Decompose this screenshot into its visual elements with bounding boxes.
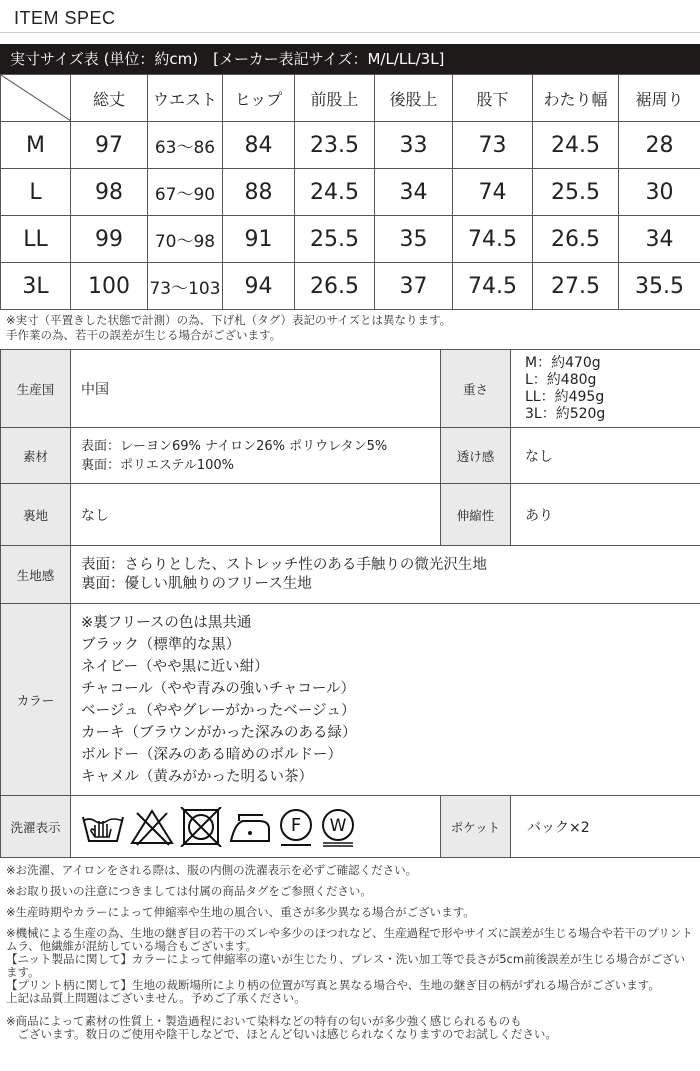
iron-icon [227, 807, 273, 847]
color-item: ボルドー（深みのある暗めのボルドー） [81, 746, 342, 763]
color-label: カラー [1, 604, 71, 796]
weight-label: 重さ [441, 350, 511, 428]
material-value: 表面：レーヨン69% ナイロン26% ポリウレタン5% [81, 438, 388, 454]
table-cell: 34 [375, 169, 453, 216]
weight-values [511, 350, 700, 428]
table-cell: 35.5 [619, 263, 700, 310]
table-cell: 91 [223, 216, 295, 263]
spec-row-color [1, 604, 700, 796]
pocket-label: ポケット [441, 796, 511, 858]
table-row [1, 216, 700, 263]
dry-clean-f-icon [277, 807, 315, 847]
table-cell: 26.5 [533, 216, 619, 263]
color-item: ベージュ（ややグレーがかったベージュ） [81, 702, 356, 719]
dry-clean-letter: F [290, 814, 302, 836]
bottom-note: ※お取り扱いの注意につきましては付属の商品タグをご参照ください。 [6, 884, 372, 898]
column-header: わたり幅 [533, 75, 619, 122]
table-cell: 35 [375, 216, 453, 263]
table-cell: 73 [453, 122, 533, 169]
spec-row-material [1, 428, 700, 484]
material-value: 裏面：ポリエステル100% [81, 457, 234, 473]
table-cell: 23.5 [295, 122, 375, 169]
weight-value: LL：約495g [525, 388, 605, 405]
weight-value: M：約470g [525, 354, 601, 371]
care-icons [71, 796, 441, 858]
texture-value: 裏面：優しい肌触りのフリース生地 [81, 575, 312, 592]
diagonal-line [1, 75, 71, 121]
table-cell: 74.5 [453, 263, 533, 310]
size-table-header-row [1, 75, 700, 122]
spec-table [0, 349, 700, 858]
column-header: 総丈 [71, 75, 148, 122]
stretch-label: 伸縮性 [441, 484, 511, 546]
table-cell: 84 [223, 122, 295, 169]
hand-wash-icon [81, 807, 125, 847]
texture-label: 生地感 [1, 546, 71, 604]
table-cell: 26.5 [295, 263, 375, 310]
column-header: ウエスト [148, 75, 223, 122]
wet-clean-w-icon [319, 807, 357, 847]
size-table-caption: 実寸サイズ表 (単位：約cm) [メーカー表記サイズ：M/L/LL/3L] [10, 50, 445, 68]
table-cell: 88 [223, 169, 295, 216]
table-cell: 98 [71, 169, 148, 216]
table-cell: 67〜90 [148, 169, 223, 216]
table-cell: 70〜98 [148, 216, 223, 263]
table-cell: 97 [71, 122, 148, 169]
pocket-value: バック×2 [511, 796, 700, 858]
sheer-value: なし [511, 428, 700, 484]
table-cell: 25.5 [295, 216, 375, 263]
table-cell: 30 [619, 169, 700, 216]
size-table-caption-bar [0, 44, 700, 74]
spec-row-lining [1, 484, 700, 546]
no-tumble-dry-icon [179, 807, 223, 847]
weight-value: 3L：約520g [525, 405, 606, 422]
column-header: 前股上 [295, 75, 375, 122]
header-divider [0, 32, 700, 33]
color-item: ブラック（標準的な黒） [81, 636, 241, 653]
size-note: 手作業の為、若干の誤差が生じる場合がございます。 [6, 328, 282, 342]
column-header: 股下 [453, 75, 533, 122]
texture-value: 表面：さらりとした、ストレッチ性のある手触りの微光沢生地 [81, 556, 487, 573]
color-note: ※裏フリースの色は黒共通 [81, 614, 252, 631]
size-label: M [1, 122, 71, 169]
page-title: ITEM SPEC [14, 8, 116, 28]
color-values [71, 604, 700, 796]
column-header: 後股上 [375, 75, 453, 122]
material-label: 素材 [1, 428, 71, 484]
care-label: 洗濯表示 [1, 796, 71, 858]
table-cell: 94 [223, 263, 295, 310]
table-cell: 73〜103 [148, 263, 223, 310]
bottom-note: ※機械による生産の為、生地の継ぎ目の若干のズレや多少のほつれなど、生産過程で形やサイズに誤差が生じる場合や若干のプリントムラ、他繊維が混紡している場合もございます。 【ニット製品に関して】カラーによって伸縮率の違いが生じたり、プレス・洗い加工等で長さが5cm前後誤差が生じる場合がございます。 【プリント柄に関して】生地の裁断場所により柄の位置が写真と異なる場合や、生地の継ぎ目の柄がずれる場合がございます。 上記は品質上問題はございません。予めご了承ください。 [6, 926, 693, 1005]
table-cell: 24.5 [533, 122, 619, 169]
texture-values [71, 546, 700, 604]
size-notes [6, 313, 451, 343]
bottom-note: ※商品によって素材の性質上・製造過程において染料などの特有の匂いが多少強く感じられるものも ございます。数日のご使用や陰干しなどで、ほとんど匂いは感じられなくなりますのでお試しください。 [6, 1014, 557, 1041]
table-row [1, 122, 700, 169]
table-cell: 28 [619, 122, 700, 169]
spec-row-texture [1, 546, 700, 604]
size-label: L [1, 169, 71, 216]
material-values [71, 428, 441, 484]
table-cell: 74 [453, 169, 533, 216]
spec-row-care [1, 796, 700, 858]
table-cell: 33 [375, 122, 453, 169]
bottom-note: ※生産時期やカラーによって伸縮率や生地の風合い、重さが多少異なる場合がございます。 [6, 905, 475, 919]
color-item: キャメル（黄みがかった明るい茶） [81, 768, 313, 785]
table-cell: 63〜86 [148, 122, 223, 169]
stretch-value: あり [511, 484, 700, 546]
table-cell: 34 [619, 216, 700, 263]
wet-clean-letter: W [329, 815, 347, 836]
origin-label: 生産国 [1, 350, 71, 428]
table-cell: 37 [375, 263, 453, 310]
lining-label: 裏地 [1, 484, 71, 546]
size-label: 3L [1, 263, 71, 310]
size-note: ※実寸（平置きした状態で計測）の為、下げ札（タグ）表記のサイズとは異なります。 [6, 313, 452, 327]
sheer-label: 透け感 [441, 428, 511, 484]
weight-value: L：約480g [525, 371, 597, 388]
table-cell: 100 [71, 263, 148, 310]
table-cell: 25.5 [533, 169, 619, 216]
table-row [1, 263, 700, 310]
table-cell: 74.5 [453, 216, 533, 263]
column-header: ヒップ [223, 75, 295, 122]
spec-row-origin [1, 350, 700, 428]
column-header: 裾周り [619, 75, 700, 122]
bottom-notes [6, 864, 696, 1047]
size-table [0, 74, 700, 310]
table-cell: 27.5 [533, 263, 619, 310]
color-item: ネイビー（やや黒に近い紺） [81, 658, 269, 675]
page-header [0, 0, 700, 40]
no-bleach-icon [129, 807, 175, 847]
origin-value: 中国 [71, 350, 441, 428]
lining-value: なし [71, 484, 441, 546]
corner-cell [1, 75, 71, 122]
color-item: チャコール（やや青みの強いチャコール） [81, 680, 356, 697]
table-cell: 99 [71, 216, 148, 263]
table-row [1, 169, 700, 216]
color-item: カーキ（ブラウンがかった深みのある緑） [81, 724, 357, 741]
table-cell: 24.5 [295, 169, 375, 216]
bottom-note: ※お洗濯、アイロンをされる際は、服の内側の洗濯表示を必ずご確認ください。 [6, 863, 418, 877]
size-label: LL [1, 216, 71, 263]
